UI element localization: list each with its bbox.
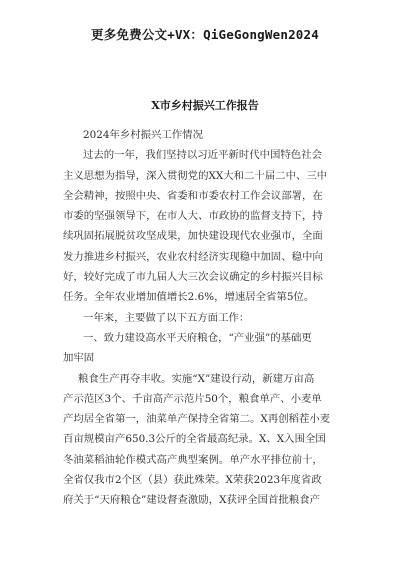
subsection-heading: 一、致力建设高水平天府粮仓，“产业强”的基础更 bbox=[83, 331, 312, 344]
paragraph-line: 续巩固拓展脱贫攻坚成果，加快建设现代农业强市，全面 bbox=[63, 230, 323, 243]
paragraph-line: 产均居全省第一，油菜单产保持全省第二。X再创稻茬小麦 bbox=[63, 413, 331, 426]
document-body bbox=[63, 117, 355, 511]
paragraph-line: 百亩规模亩产650.3公斤的全省最高纪录。X、X入围全国 bbox=[63, 433, 326, 446]
paragraph-line: 全省仅我市2个区（县）获此殊荣。X荣获2023年度省政 bbox=[63, 474, 322, 487]
document-title: X市乡村振兴工作报告 bbox=[151, 99, 259, 112]
paragraph-line: 全会精神，按照中央、省委和市委农村工作会议部署，在 bbox=[63, 189, 323, 202]
paragraph-line: 主义思想为指导，深入贯彻党的XX大和二十届二中、三中 bbox=[63, 169, 328, 182]
paragraph-line: 一年来，主要做了以下五方面工作： bbox=[83, 311, 250, 324]
paragraph-line: 粮食生产再夺丰收。实施“X”建设行动，新建万亩高 bbox=[78, 372, 315, 385]
paragraph-line: 市委的坚强领导下，在市人大、市政协的监督支持下，持 bbox=[63, 210, 323, 223]
promo-banner: 更多免费公文+VX：QiGeGongWen2024 bbox=[91, 27, 319, 42]
paragraph-line: 发力推进乡村振兴，农业农村经济实现稳中加固、稳中向 bbox=[63, 250, 323, 263]
paragraph-line: 任务。全年农业增加值增长2.6%，增速居全省第5位。 bbox=[63, 291, 315, 304]
section-heading: 2024年乡村振兴工作情况 bbox=[83, 129, 203, 141]
paragraph-line: 产示范区3个、千亩高产示范片50个，粮食单产、小麦单 bbox=[63, 392, 322, 405]
paragraph-line: 府关于“天府粮仓”建设督查激励，X获评全国首批粮食产 bbox=[63, 494, 321, 507]
paragraph-line: 冬油菜稻油轮作模式高产典型案例。单产水平排位前十， bbox=[63, 453, 323, 466]
paragraph-line: 好，较好完成了市九届人大三次会议确定的乡村振兴目标 bbox=[63, 271, 323, 284]
paragraph-line: 过去的一年，我们坚持以习近平新时代中国特色社会 bbox=[83, 149, 322, 162]
subsection-heading: 加牢固 bbox=[63, 352, 95, 365]
